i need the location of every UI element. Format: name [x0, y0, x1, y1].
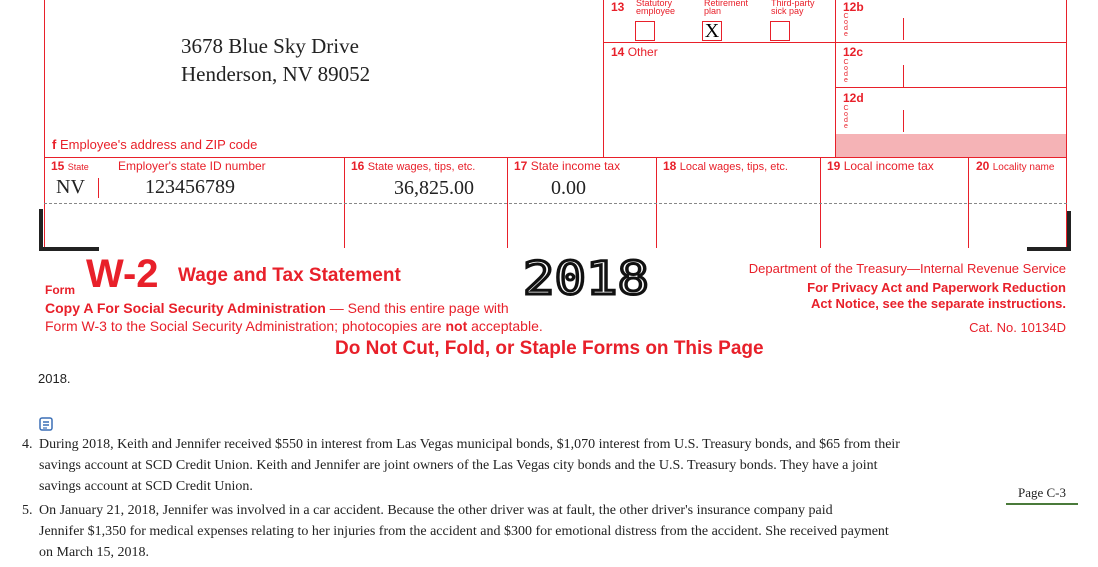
- box12b-label: 12b: [843, 0, 864, 14]
- document-icon[interactable]: [39, 417, 53, 431]
- box15-id-label: Employer's state ID number: [118, 159, 266, 173]
- question-4-line-1: During 2018, Keith and Jennifer received $550 in interest from Las Vegas municipal bonds, $1,070 interest from U.S. Treasury bonds, and $65 from their: [39, 437, 900, 452]
- department-line: Department of the Treasury—Internal Revenue Service: [748, 261, 1066, 276]
- box18-label: 18 Local wages, tips, etc.: [663, 159, 788, 173]
- employee-city: Henderson, NV 89052: [181, 62, 371, 86]
- box14-number: 14: [611, 45, 625, 59]
- box19-label: 19 Local income tax: [827, 159, 934, 173]
- state-id-value: 123456789: [145, 176, 235, 198]
- form-left-border: [44, 0, 45, 248]
- box12c-bottom-line: [835, 87, 1066, 88]
- box12b-code-divider: [903, 18, 904, 40]
- state-value: NV: [56, 176, 85, 198]
- box12d-label: 12d: [843, 91, 864, 105]
- box14-other-label: Other: [627, 45, 658, 59]
- privacy-line-2: Act Notice, see the separate instructions.: [810, 296, 1066, 311]
- form-name-w2: W-2: [86, 252, 159, 296]
- box17-label: 17 State income tax: [514, 159, 621, 173]
- question-5-line-3: on March 15, 2018.: [39, 545, 150, 560]
- state-row-top-line: [44, 157, 1067, 158]
- box13-number: 13: [611, 0, 625, 14]
- box20-label: 20 Locality name: [976, 159, 1055, 173]
- retirement-plan-checkbox[interactable]: X: [702, 21, 722, 41]
- corner-mark-right-horizontal: [1027, 247, 1071, 251]
- corner-mark-right-vertical: [1067, 211, 1071, 251]
- box13-bottom-line: [603, 42, 835, 43]
- form-title: Wage and Tax Statement: [178, 265, 401, 286]
- question-5-line-2: Jennifer $1,350 for medical expenses relating to her injuries from the accident and $300 for emotional distress from the accident. She received payment: [39, 524, 889, 539]
- privacy-line-1: For Privacy Act and Paperwork Reduction: [807, 280, 1066, 295]
- box12c-code-divider: [903, 65, 904, 87]
- copy-a-line: Copy A For Social Security Administration — Send this entire page with: [45, 300, 509, 316]
- box15-state-divider: [98, 178, 99, 198]
- do-not-cut-notice: Do Not Cut, Fold, or Staple Forms on This Page: [335, 338, 764, 359]
- question-4-line-2: savings account at SCD Credit Union. Keith and Jennifer are joint owners of the Las Vegas city bonds and the U.S. Treasury bonds. They have a joint: [39, 458, 878, 473]
- box12c-label: 12c: [843, 45, 864, 59]
- statutory-employee-checkbox[interactable]: [635, 21, 655, 41]
- box12-shaded-area: [836, 134, 1066, 157]
- tax-year-text: 2018: [523, 255, 649, 297]
- form-word: Form: [45, 283, 75, 297]
- box13-retirement-label: Retirement plan: [704, 0, 749, 16]
- question-5-line-1: On January 21, 2018, Jennifer was involved in a car accident. Because the other driver was at fault, the other driver's insurance company paid: [39, 503, 833, 518]
- box16-label: 16 State wages, tips, etc.: [351, 159, 476, 173]
- box13-sickpay-label: Third-party sick pay: [771, 0, 815, 16]
- box15-label: 15 State: [51, 159, 89, 173]
- third-party-sick-pay-checkbox[interactable]: [770, 21, 790, 41]
- box14-label: [611, 45, 658, 59]
- trailing-year-text: 2018.: [38, 371, 71, 386]
- question-4-number: 4.: [22, 437, 33, 452]
- box12b-code-label: C o d e: [843, 13, 849, 38]
- box12d-code-label: C o d e: [843, 105, 849, 130]
- state-tax-value: 0.00: [551, 177, 586, 199]
- employee-street: 3678 Blue Sky Drive: [181, 34, 359, 58]
- state-row-dashed-line: [44, 203, 1067, 204]
- corner-mark-left-horizontal: [39, 247, 99, 251]
- page-reference-marker: Page C-3: [1006, 484, 1078, 505]
- box-f-label: f Employee's address and ZIP code: [52, 137, 258, 152]
- copy-a-line-2: Form W-3 to the Social Security Administration; photocopies are not acceptable.: [45, 318, 543, 334]
- box13-left-divider: [603, 0, 604, 157]
- state-wages-value: 36,825.00: [394, 177, 474, 199]
- box13-statutory-label: Statutory employee: [636, 0, 676, 16]
- box12c-code-label: C o d e: [843, 59, 849, 84]
- box12b-bottom-line: [835, 42, 1066, 43]
- corner-mark-left-vertical: [39, 209, 43, 251]
- catalog-number: Cat. No. 10134D: [969, 320, 1066, 335]
- box12d-code-divider: [903, 110, 904, 132]
- tax-year-2018: [523, 255, 653, 297]
- question-4-line-3: savings account at SCD Credit Union.: [39, 479, 253, 494]
- question-5-number: 5.: [22, 503, 33, 518]
